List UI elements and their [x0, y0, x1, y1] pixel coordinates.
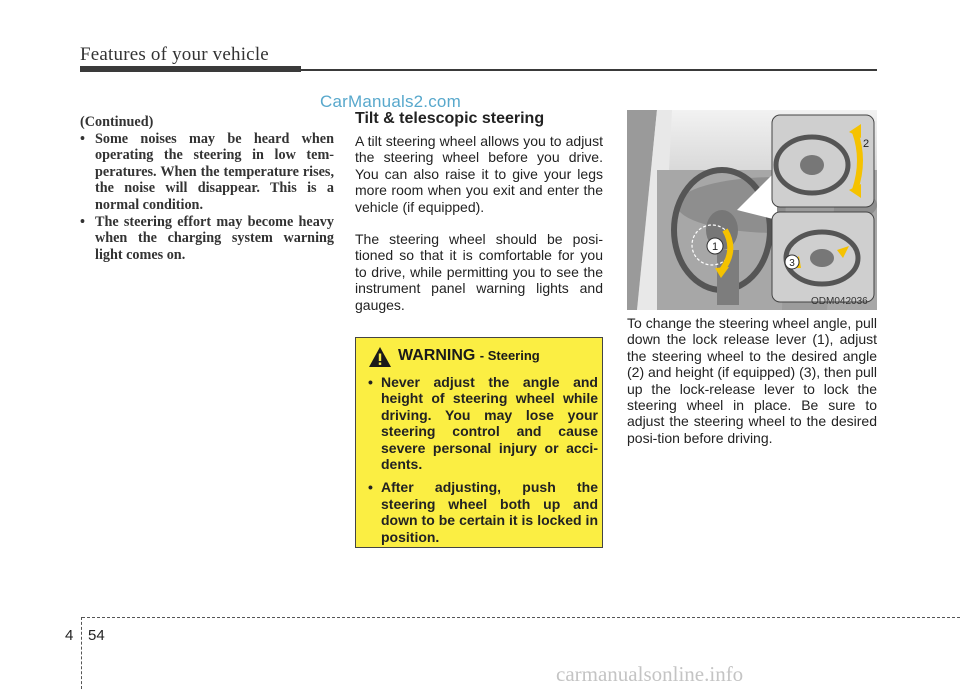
header-rule-thick — [80, 66, 301, 72]
footer-divider — [81, 617, 82, 689]
warning-box — [355, 337, 603, 548]
watermark-bottom: carmanualsonline.info — [556, 662, 744, 686]
note-item: • The steering effort may become heavy when the charging system warning light comes on. — [80, 214, 334, 264]
warning-item: • After adjusting, push the steering wheel both up and down to be certain it is locked in position. — [368, 479, 598, 545]
warning-label: WARNING - Steering — [398, 347, 540, 364]
callout-3: 3 — [789, 258, 795, 269]
continued-label: (Continued) — [80, 114, 154, 130]
note-item: • Some noises may be heard when operating the steering in low tem-peratures. When the temperature rises, the noise will disappear. This is a normal condition. — [80, 131, 334, 214]
warning-subtitle: - Steering — [479, 348, 540, 363]
warning-triangle-icon — [368, 346, 392, 368]
adjust-section — [627, 315, 877, 446]
image-code: ODM042036 — [811, 296, 868, 307]
callout-1: 1 — [711, 241, 719, 253]
note-list — [80, 131, 334, 264]
watermark-top: CarManuals2.com — [320, 92, 461, 111]
tilt-paragraph-2: The steering wheel should be posi-tioned so that it is comfortable for you to drive, while permitting you to see the instrument panel warning lights and gauges. — [355, 231, 603, 313]
continued-notes — [80, 114, 334, 263]
warning-item: • Never adjust the angle and height of steering wheel while driving. You may lose your steering control and cause severe personal injury or acci-dents. — [368, 374, 598, 472]
header-rule-thin — [301, 69, 877, 71]
callout-2: 2 — [863, 138, 870, 150]
tilt-section — [355, 110, 603, 313]
page-number: 54 — [88, 627, 105, 644]
section-number: 4 — [65, 627, 74, 644]
tilt-paragraph-1: A tilt steering wheel allows you to adjust the steering wheel before you drive. You can also raise it to give your legs more room when you exit and enter the vehicle (if equipped). — [355, 133, 603, 215]
footer-rule — [82, 617, 960, 618]
adjust-paragraph: To change the steering wheel angle, pull down the lock release lever (1), adjust the steering wheel to the desired angle (2) and height (if equipped) (3), then pull up the lock-release lever to lock the steering wheel in place. Be sure to adjust the steering wheel to the desired posi-tion before driving. — [627, 315, 877, 446]
section-title: Tilt & telescopic steering — [355, 110, 545, 127]
steering-adjust-illustration — [627, 110, 877, 310]
page-header-title: Features of your vehicle — [80, 44, 269, 65]
warning-list — [368, 374, 598, 545]
